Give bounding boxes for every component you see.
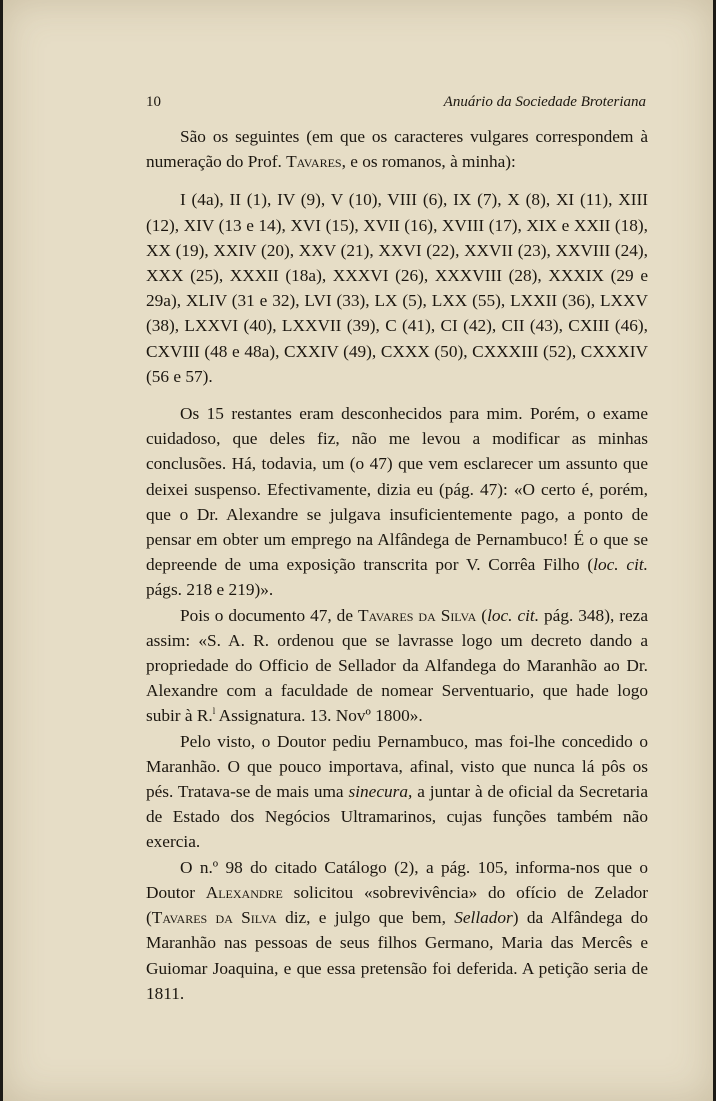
paragraph-numbering-list: I (4a), II (1), IV (9), V (10), VIII (6), IX (7), X (8), XI (11), XIII (12), XIV (13 e 14), XVI (15), XVII (16), XVIII (17), XIX e XXII (18), XX (19), XXIV (20), XXV (21), XXVI (22), XXVII (23), XXVIII (24), XXX (25), XXXII (18a), XXXVI (26), XXXVIII (28), XXXIX (29 e 29a), XLIV (31 e 32), LVI (33), LX (5), LXX (55), LXXII (36), LXXV (38), LXXVI (40), LXXVII (39), C (41), CI (42), CII (43), CXIII (46), CXVIII (48 e 48a), CXXIV (49), CXXX (50), CXXXIII (52), CXXXIV (56 e 57). (146, 190, 648, 386)
running-title: Anuário da Sociedade Broteriana (443, 94, 646, 110)
book-page (3, 0, 713, 1101)
page-header (146, 94, 646, 114)
paragraph-document-47: Pois o documento 47, de Tavares da Silva (loc. cit. pág. 348), reza assim: «S. A. R. ordenou que se lavrasse logo um decreto dando a propriedade do Officio de Sellador da Alfandega do Maranhão ao Dr. Alexandre com a faculdade de nomear Serventuario, que hade logo subir à R.$^l$ Assignatura. 13. Novº 1800». (146, 605, 648, 726)
page-number: 10 (146, 94, 161, 110)
paragraph-catalogo-98: O n.º 98 do citado Catálogo (2), a pág. 105, informa-nos que o Doutor Alexandre solicitou «sobrevivência» do ofício de Zelador (Tavares da Silva diz, e julgo que bem, Sellador) da Alfândega do Maranhão nas pessoas de seus filhos Germano, Maria das Mercês e Guiomar Joaquina, e que essa pretensão foi deferida. A petição seria de 1811. (146, 857, 649, 1003)
body-text (146, 124, 648, 1006)
paragraph-intro: São os seguintes (em que os caracteres vulgares correspondem à numeração do Prof. Tavares, e os romanos, à minha): (146, 127, 648, 172)
paragraph-maranhao: Pelo visto, o Doutor pediu Pernambuco, mas foi-lhe concedido o Maranhão. O que pouco importava, afinal, visto que nunca lá pôs os pés. Tratava-se de mais uma sinecura, a juntar à de oficial da Secretaria de Estado dos Negócios Ultramarinos, cujas funções também não exercia. (146, 731, 649, 852)
paragraph-remaining: Os 15 restantes eram desconhecidos para mim. Porém, o exame cuidadoso, que deles fiz, não me levou a modificar as minhas conclusões. Há, todavia, um (o 47) que vem esclarecer um assunto que deixei suspenso. Efectivamente, dizia eu (pág. 47): «O certo é, porém, que o Dr. Alexandre se julgava insuficientemente pago, a ponto de pensar em obter um emprego na Alfândega de Pernambuco! É o que se depreende de uma exposição transcrita por V. Corrêa Filho (loc. cit. págs. 218 e 219)». (146, 404, 648, 600)
